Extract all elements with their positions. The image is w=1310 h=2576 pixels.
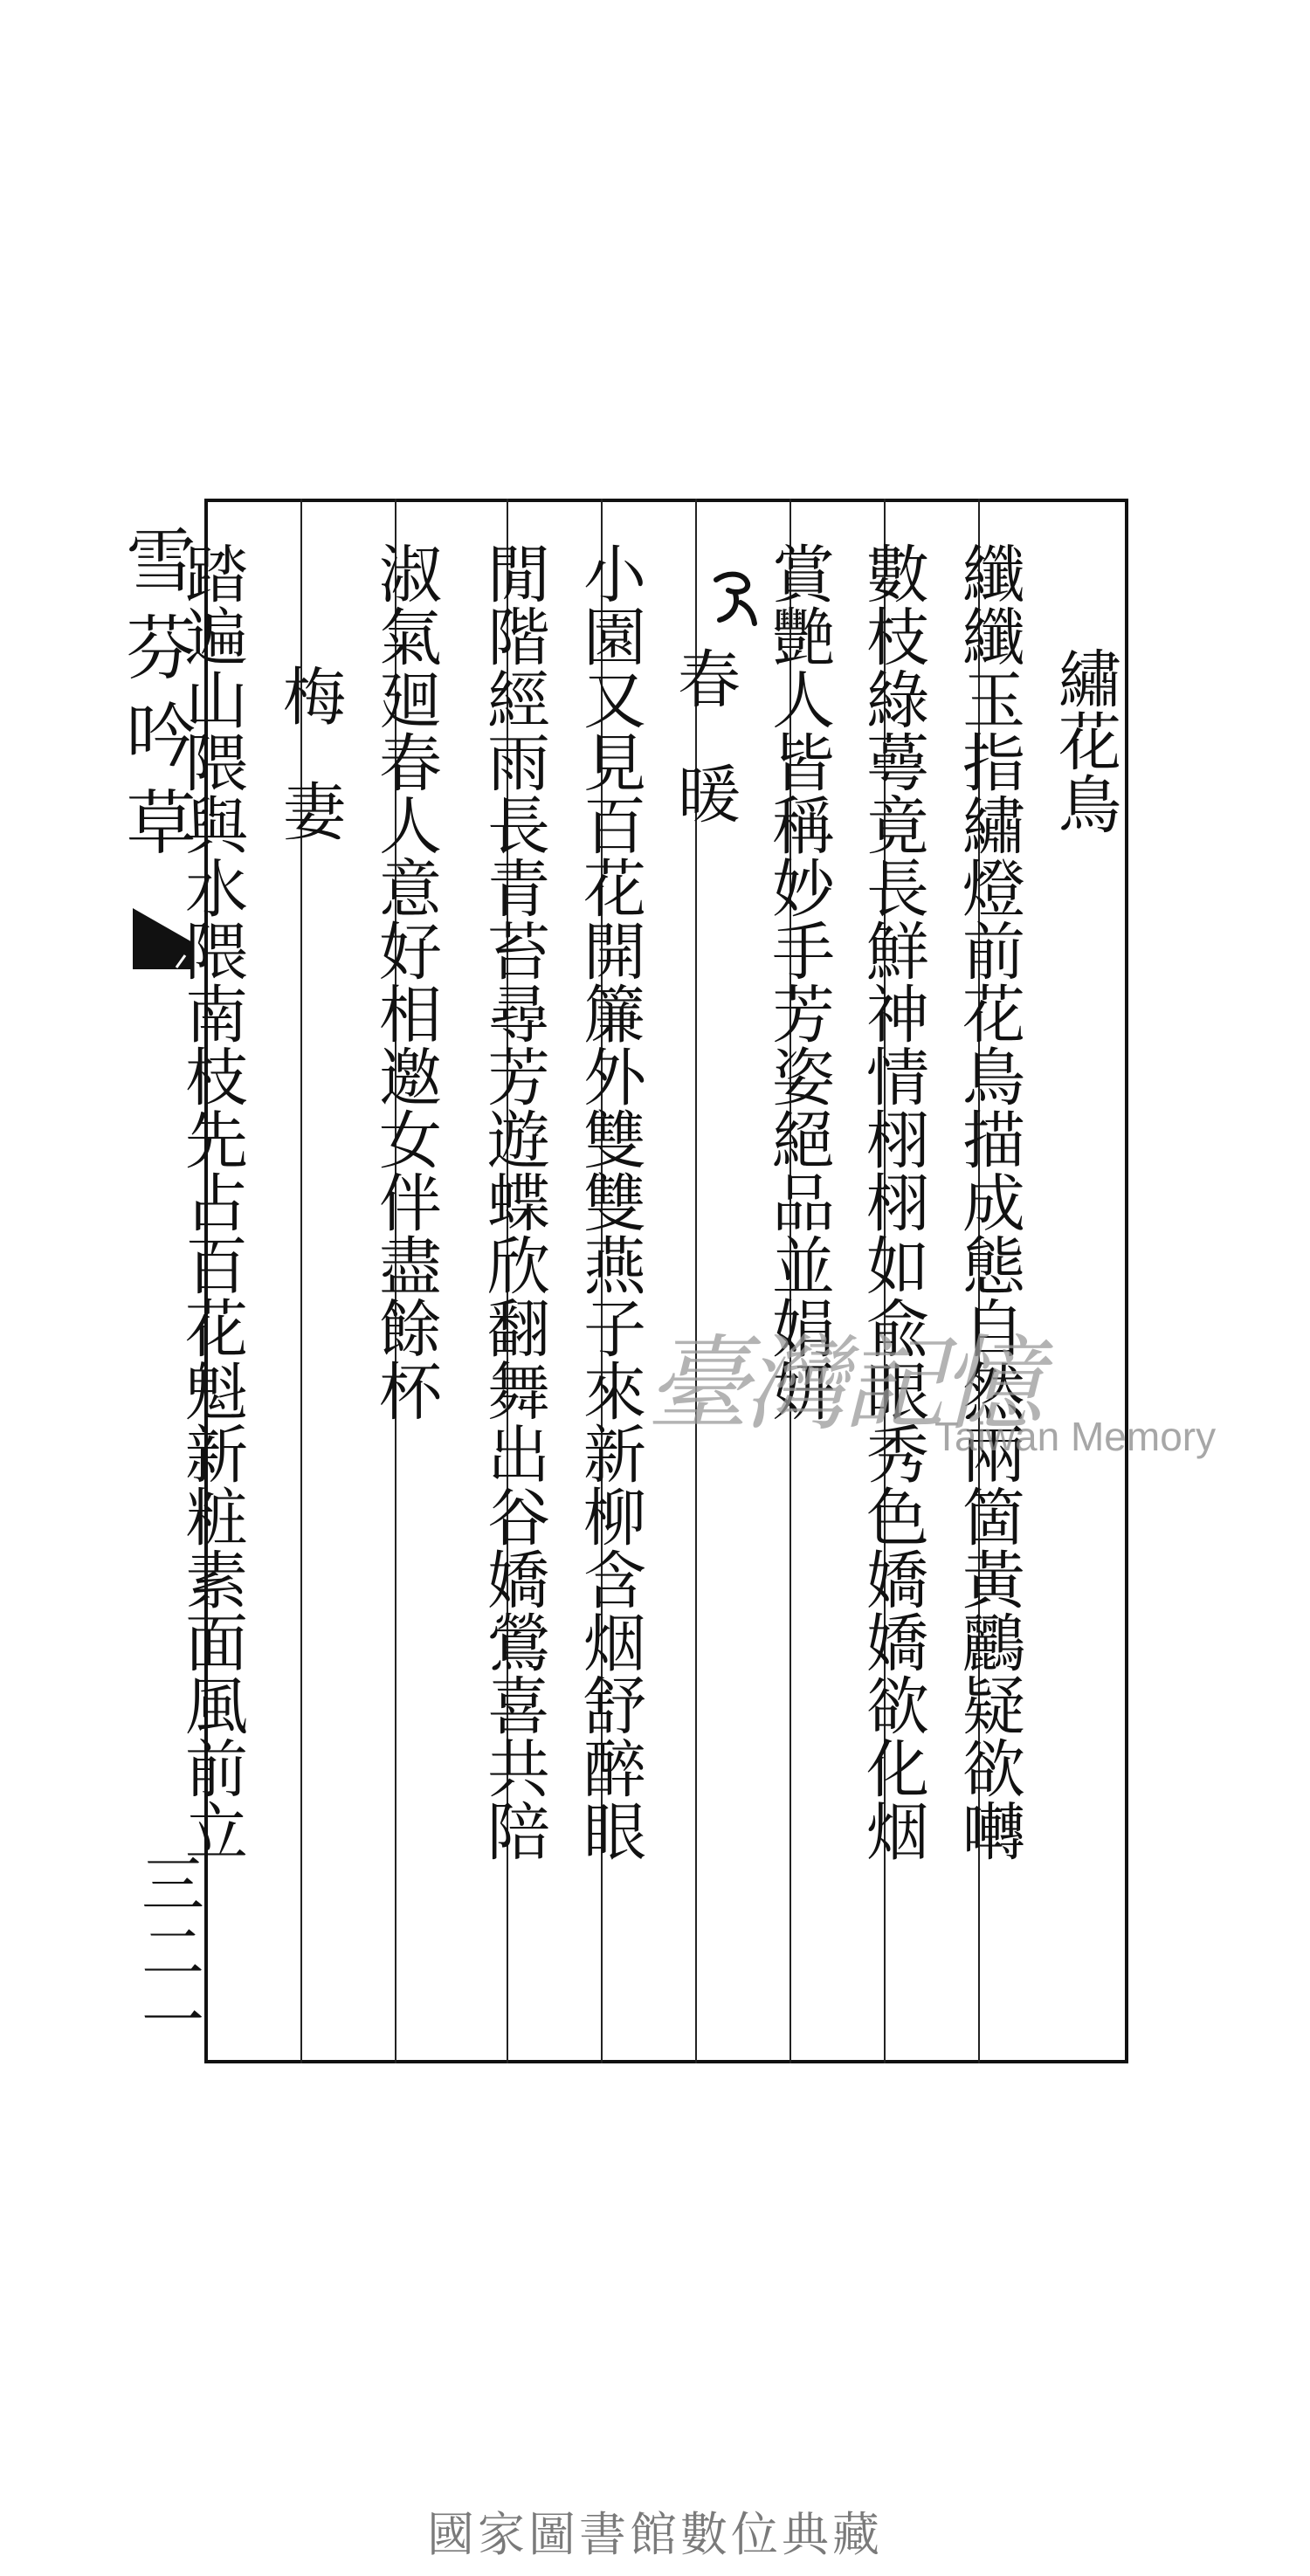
page-number: 三二一 — [131, 1851, 204, 2056]
text-column: 賞艷人皆稱妙手芳姿絕品並娟妍 — [762, 541, 835, 1422]
watermark — [646, 1301, 1217, 1476]
watermark-chinese: 臺灣記憶 — [646, 1324, 1038, 1444]
text-column: 淑氣廻春人意好相邀女伴盡餘杯 — [369, 541, 442, 1422]
text-column: 閒階經雨長青苔尋芳遊蝶欣翻舞出谷嬌鶯喜共陪 — [477, 541, 550, 1862]
text-column: 小園又見百花開簾外雙雙燕子來新柳含烟舒醉眼 — [573, 541, 646, 1862]
watermark-english: Taiwan Memory — [934, 1414, 1217, 1459]
text-column: 數枝綠蕚竟長鮮神情栩栩如兪眼秀色嬌嬌欲化烟 — [856, 541, 929, 1862]
footer-credit: 國家圖書館數位典藏 — [427, 2507, 883, 2562]
text-column: 踏遍山隈與水隈南枝先占百花魁新粧素面風前立 — [175, 541, 248, 1862]
poem-title-embroidered-flowers-birds: 繡花鳥 — [1048, 646, 1121, 835]
poem-title-plum-wife: 梅妻 — [272, 664, 346, 894]
handwritten-mark-icon — [709, 568, 762, 629]
book-title: 雪芬吟草 — [114, 524, 196, 873]
poem-title-spring-warmth: 春暖 — [667, 646, 741, 877]
text-column: 纖纖玉指繡燈前花鳥描成態自然兩箇黃鸝疑欲囀 — [952, 541, 1025, 1862]
